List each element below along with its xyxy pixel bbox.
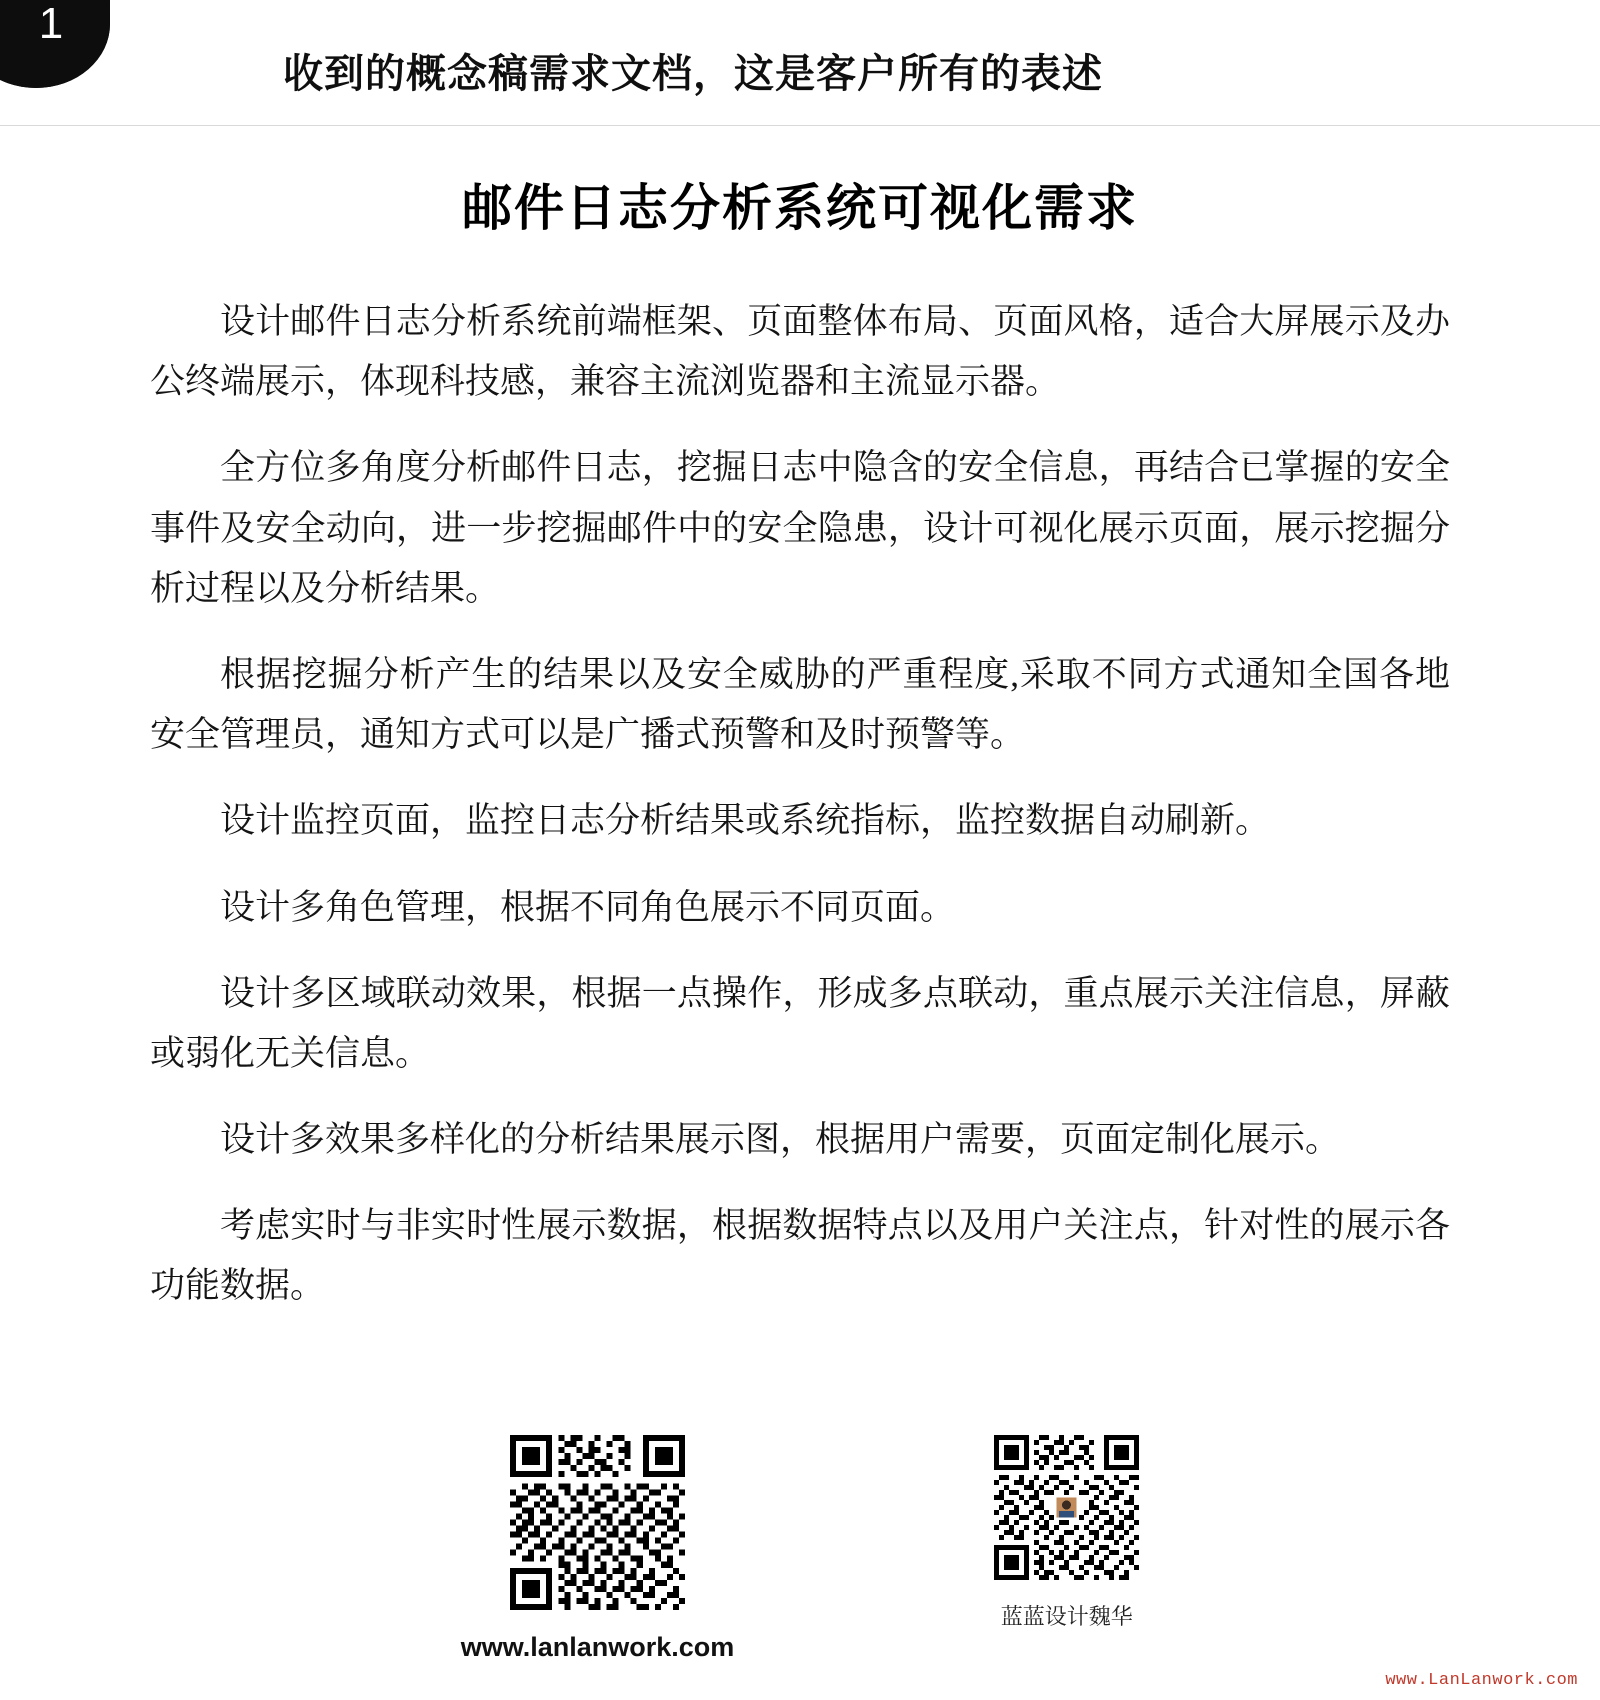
page-title: 邮件日志分析系统可视化需求 xyxy=(462,180,1138,236)
header-note: 收到的概念稿需求文档，这是客户所有的表述 xyxy=(283,52,1103,96)
paragraph: 设计监控页面，监控日志分析结果或系统指标，监控数据自动刷新。 xyxy=(220,801,1271,841)
paragraph-list xyxy=(150,292,1450,1317)
footer-url: www.LanLanwork.com xyxy=(1385,1671,1578,1690)
paragraph: 设计多效果多样化的分析结果展示图，根据用户需要，页面定制化展示。 xyxy=(220,1120,1341,1160)
page-number-label: 1 xyxy=(38,0,64,48)
qr-code-zone xyxy=(0,1435,1600,1663)
paragraph: 全方位多角度分析邮件日志，挖掘日志中隐含的安全信息，再结合已掌握的安全事件及安全动向，进一步挖掘邮件中的安全隐患，设计可视化展示页面，展示挖掘分析过程以及分析结果。 xyxy=(150,448,1450,608)
document-header xyxy=(0,0,1600,126)
paragraph: 根据挖掘分析产生的结果以及安全威胁的严重程度,采取不同方式通知全国各地安全管理员，通知方式可以是广播式预警和及时预警等。 xyxy=(150,654,1450,755)
paragraph: 设计邮件日志分析系统前端框架、页面整体布局、页面风格，适合大屏展示及办公终端展示，体现科技感，兼容主流浏览器和主流显示器。 xyxy=(150,302,1450,402)
paragraph: 设计多区域联动效果，根据一点操作，形成多点联动，重点展示关注信息，屏蔽或弱化无关信息。 xyxy=(150,973,1450,1073)
qr-wechat-caption: 蓝蓝设计魏华 xyxy=(1000,1604,1133,1629)
qr-website-caption: www.lanlanwork.com xyxy=(460,1632,735,1662)
qr-code-website-icon xyxy=(510,1435,685,1610)
paragraph: 考虑实时与非实时性展示数据，根据数据特点以及用户关注点，针对性的展示各功能数据。 xyxy=(150,1206,1450,1306)
qr-block-website xyxy=(461,1435,735,1663)
qr-block-wechat xyxy=(994,1435,1139,1663)
qr-code-wechat-icon xyxy=(994,1435,1139,1580)
paragraph: 设计多角色管理，根据不同角色展示不同页面。 xyxy=(220,887,956,927)
document-body xyxy=(0,126,1600,1343)
